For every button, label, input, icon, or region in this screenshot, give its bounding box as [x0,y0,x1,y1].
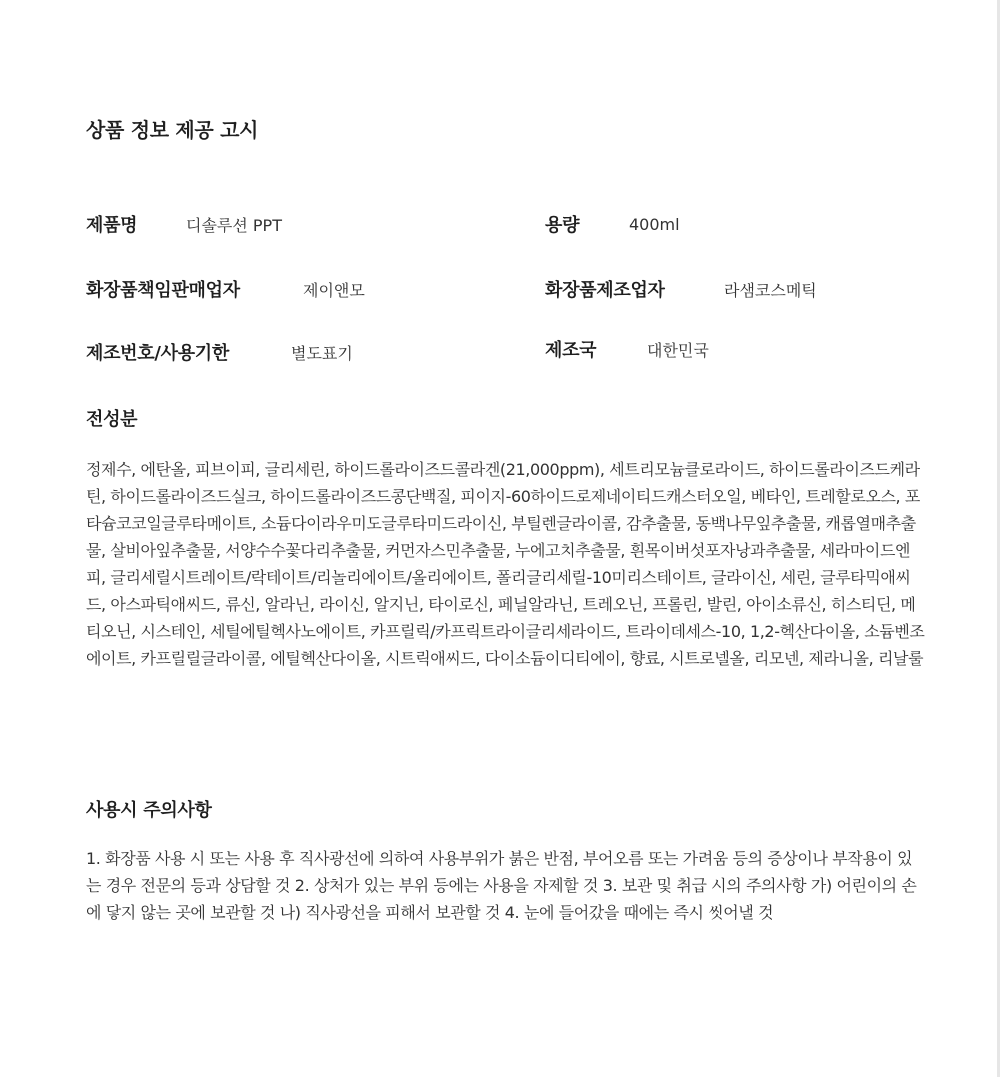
info-lot-expiry [86,339,353,369]
info-product-name [86,211,282,241]
origin-value: 대한민국 [647,340,709,360]
ingredients-title: 전성분 [86,409,138,430]
seller-value: 제이앤모 [303,280,365,300]
product-name-label: 제품명 [86,215,138,236]
page-title: 상품 정보 제공 고시 [86,118,259,142]
lot-expiry-label: 제조번호/사용기한 [86,343,229,364]
info-manufacturer [545,276,817,306]
ingredients-text: 정제수, 에탄올, 피브이피, 글리세린, 하이드롤라이즈드콜라겐(21,000ppm), 세트리모늄클로라이드, 하이드롤라이즈드케라틴, 하이드롤라이즈드실크, 하이드롤라이즈드콩단백질, 피이지-60하이드로제네이티드캐스터오일, 베타인, 트레할로오스, 포타슘코코일글루타메이트, 소듐다이라우미도글루타미드라이신, 부틸렌글라이콜, 감추출물, 동백나무잎추출물, 캐롭열매추출물, 살비아잎추출물, 서양수수꽃다리추출물, 커먼자스민추출물, 누에고치추출물, 흰목이버섯포자낭과추출물, 세라마이드엔피, 글리세릴시트레이트/락테이트/리놀리에이트/올리에이트, 폴리글리세릴-10미리스테이트, 글라이신, 세린, 글루타믹애씨드, 아스파틱애씨드, 류신, 알라닌, 라이신, 알지닌, 타이로신, 페닐알라닌, 트레오닌, 프롤린, 발린, 아이소류신, 히스티딘, 메티오닌, 시스테인, 세틸에틸헥사노에이트, 카프릴릭/카프릭트라이글리세라이드, 트라이데세스-10, 1,2-헥산다이올, 소듐벤조에이트, 카프릴릴글라이콜, 에틸헥산다이올, 시트릭애씨드, 다이소듐이디티에이, 향료, 시트로넬올, 리모넨, 제라니올, 리날룰 [86,460,925,668]
manufacturer-value: 라샘코스메틱 [724,280,817,300]
cautions-text: 1. 화장품 사용 시 또는 사용 후 직사광선에 의하여 사용부위가 붉은 반점, 부어오름 또는 가려움 등의 증상이나 부작용이 있는 경우 전문의 등과 상담할 것 2. 상처가 있는 부위 등에는 사용을 자제할 것 3. 보관 및 취급 시의 주의사항 가) 어린이의 손에 닿지 않는 곳에 보관할 것 나) 직사광선을 피해서 보관할 것 4. 눈에 들어갔을 때에는 즉시 씻어낼 것 [86,849,917,922]
lot-expiry-value: 별도표기 [291,343,353,363]
product-name-value: 디솔루션 PPT [186,215,282,235]
cautions-title: 사용시 주의사항 [86,800,212,821]
info-seller [86,276,365,306]
capacity-label: 용량 [545,215,580,236]
info-capacity [545,211,680,241]
origin-label: 제조국 [545,340,597,361]
info-origin [545,336,709,366]
manufacturer-label: 화장품제조업자 [545,280,665,301]
capacity-value: 400ml [629,214,680,234]
seller-label: 화장품책임판매업자 [86,280,240,301]
